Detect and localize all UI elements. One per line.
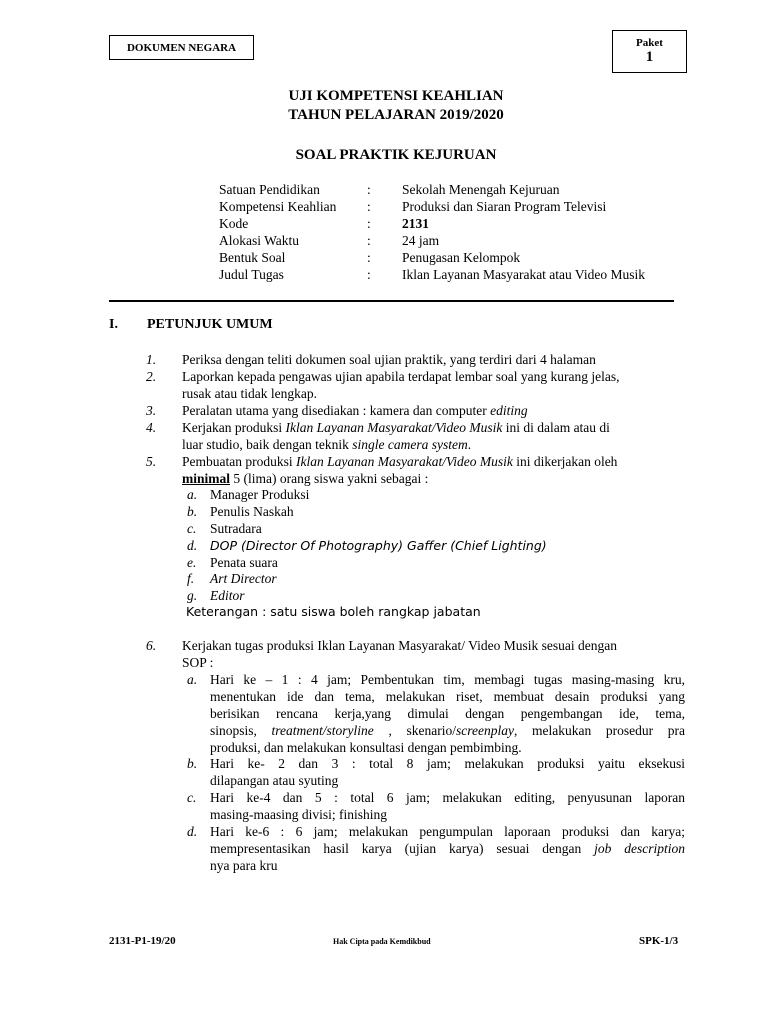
item-number: 3. <box>146 403 157 418</box>
item-text-part <box>182 419 610 436</box>
item-number: 2. <box>146 369 157 384</box>
item-text-part: . <box>467 437 472 452</box>
role-letter: g. <box>187 588 198 603</box>
sop-line: menentukan ide dan tema, melakukan riset, membuat desain produksi yang <box>210 689 685 704</box>
info-separator: : <box>367 233 371 248</box>
sop-text-italic: screenplay <box>455 723 514 738</box>
section-number: I. <box>109 317 118 332</box>
info-value: 24 jam <box>402 233 440 248</box>
info-value: 2131 <box>402 216 429 231</box>
info-label: Bentuk Soal <box>219 250 286 265</box>
item-text <box>182 419 685 436</box>
item-text-bold: minimal <box>182 471 231 486</box>
sop-line: Hari ke- 2 dan 3 : total 8 jam; melakukan produksi yaitu eksekusi <box>210 756 685 771</box>
sop-item-c <box>210 789 685 823</box>
footer-code: 2131-P1-19/20 <box>109 935 176 947</box>
item-text-part: 5 (lima) orang siswa yakni sebagai : <box>230 471 429 486</box>
item-text-part: ini dikerjakan oleh <box>512 454 618 469</box>
sop-line: Hari ke – 1 : 4 jam; Pembentukan tim, membagi tugas masing-masing kru, <box>210 672 685 687</box>
info-value: Penugasan Kelompok <box>402 250 521 265</box>
sop-line <box>210 840 685 857</box>
info-separator: : <box>367 182 371 197</box>
item-text: Kerjakan tugas produksi Iklan Layanan Masyarakat/ Video Musik sesuai dengan <box>182 638 617 653</box>
paket-number: 1 <box>645 49 654 65</box>
doc-label: DOKUMEN NEGARA <box>126 41 237 54</box>
item-text <box>182 470 428 487</box>
sop-line: produksi, dan melakukan konsultasi dengan pembimbing. <box>210 740 522 755</box>
item-number: 6. <box>146 638 157 653</box>
sop-line: dilapangan atau syuting <box>210 773 339 788</box>
item-text-part: Pembuatan produksi <box>182 454 296 469</box>
sop-line <box>210 722 685 739</box>
item-text: Laporkan kepada pengawas ujian apabila terdapat lembar soal yang kurang jelas, <box>182 369 620 384</box>
item-text <box>182 453 617 470</box>
note-text: Keterangan : satu siswa boleh rangkap jabatan <box>186 604 481 619</box>
item-text <box>182 402 528 419</box>
document-classification-box <box>109 35 254 60</box>
info-label: Judul Tugas <box>219 267 284 282</box>
sop-line: nya para kru <box>210 858 278 873</box>
role-text: Manager Produksi <box>210 487 310 502</box>
sop-letter: b. <box>187 756 198 771</box>
divider <box>109 300 674 302</box>
role-letter: f. <box>187 571 195 586</box>
item-text: SOP : <box>182 655 214 670</box>
role-text: Penata suara <box>210 555 278 570</box>
role-letter: a. <box>187 487 198 502</box>
footer-copyright: Hak Cipta pada Kemdikbud <box>333 937 431 946</box>
role-text: Editor <box>210 588 245 603</box>
sop-line: Hari ke-4 dan 5 : total 6 jam; melakukan editing, penyusunan laporan <box>210 790 685 805</box>
sop-text-part: , skenario/ <box>373 723 456 738</box>
sop-line: berisikan rencana kerja,yang dimulai dengan pengembangan ide, tema, <box>210 706 685 721</box>
info-label: Alokasi Waktu <box>219 233 300 248</box>
item-number: 4. <box>146 420 157 435</box>
paket-box <box>612 30 687 73</box>
role-letter: c. <box>187 521 197 536</box>
sop-text-italic: treatment/storyline <box>271 723 374 738</box>
sop-letter: d. <box>187 824 198 839</box>
item-text: rusak atau tidak lengkap. <box>182 386 317 401</box>
item-text-italic: Iklan Layanan Masyarakat/Video Musik <box>285 420 503 435</box>
role-letter: e. <box>187 555 197 570</box>
item-text-part: ini di dalam atau di <box>502 420 610 435</box>
item-text-italic: editing <box>490 403 528 418</box>
sop-item-a <box>210 671 685 756</box>
info-separator: : <box>367 267 371 282</box>
role-text: Sutradara <box>210 521 262 536</box>
role-text: Penulis Naskah <box>210 504 294 519</box>
role-letter: d. <box>187 538 198 553</box>
info-value: Produksi dan Siaran Program Televisi <box>402 199 607 214</box>
info-value: Iklan Layanan Masyarakat atau Video Musik <box>402 267 645 282</box>
info-value: Sekolah Menengah Kejuruan <box>402 182 560 197</box>
item-text-part: Peralatan utama yang disediakan : kamera dan computer <box>182 403 491 418</box>
sop-text-italic: job description <box>594 841 685 856</box>
info-separator: : <box>367 216 371 231</box>
sop-text-part: sinopsis, <box>210 723 272 738</box>
item-text-italic: single camera system <box>352 437 468 452</box>
info-separator: : <box>367 250 371 265</box>
footer-page: SPK-1/3 <box>639 935 679 947</box>
exam-subtitle: SOAL PRAKTIK KEJURUAN <box>295 147 497 163</box>
item-text <box>182 436 471 453</box>
section-title: PETUNJUK UMUM <box>147 317 273 332</box>
sop-line: masing-maasing divisi; finishing <box>210 807 387 822</box>
info-label: Kode <box>219 216 249 231</box>
sop-text-part: mempresentasikan hasil karya (ujian karya) sesuai dengan <box>210 841 595 856</box>
item-text-part: luar studio, baik dengan teknik <box>182 437 353 452</box>
exam-title: UJI KOMPETENSI KEAHLIAN <box>288 88 504 104</box>
sop-text-part: , melakukan prosedur pra <box>513 723 685 738</box>
sop-letter: c. <box>187 790 197 805</box>
role-letter: b. <box>187 504 198 519</box>
info-label: Satuan Pendidikan <box>219 182 320 197</box>
info-label: Kompetensi Keahlian <box>219 199 337 214</box>
item-text-italic: Iklan Layanan Masyarakat/Video Musik <box>296 454 513 469</box>
item-text: Periksa dengan teliti dokumen soal ujian praktik, yang terdiri dari 4 halaman <box>182 352 596 367</box>
item-number: 1. <box>146 352 157 367</box>
sop-item-d <box>210 823 685 874</box>
role-text: Art Director <box>210 571 277 586</box>
sop-line: Hari ke-6 : 6 jam; melakukan pengumpulan laporaan produksi dan karya; <box>210 824 685 839</box>
role-text: DOP (Director Of Photography) Gaffer (Chief Lighting) <box>210 538 547 553</box>
sop-letter: a. <box>187 672 198 687</box>
item-number: 5. <box>146 454 157 469</box>
sop-item-b <box>210 755 685 789</box>
paket-label: Paket <box>636 37 663 49</box>
info-separator: : <box>367 199 371 214</box>
academic-year: TAHUN PELAJARAN 2019/2020 <box>288 107 504 123</box>
item-text-part: Kerjakan produksi <box>182 420 286 435</box>
